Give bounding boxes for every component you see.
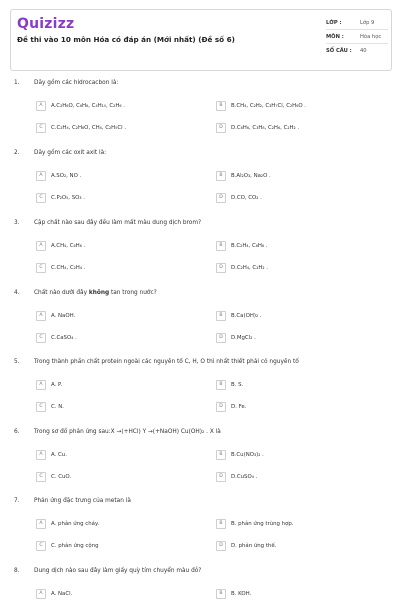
option-letter: B — [216, 519, 226, 529]
option-text: B. KOH. — [231, 590, 252, 597]
question-number: 8. — [14, 568, 20, 574]
option-letter: C — [36, 123, 46, 133]
option-letter: A — [36, 241, 46, 251]
option-text: D. phản ứng thế. — [231, 542, 277, 549]
option-letter: A — [36, 519, 46, 529]
option-letter: A — [36, 450, 46, 460]
option-letter: B — [216, 311, 226, 321]
option-a[interactable] — [36, 518, 99, 529]
option-text: A. NaOH. — [51, 312, 76, 319]
question-text: Cặp chất nào sau đây đều làm mất màu dung dịch brom? — [34, 220, 202, 226]
option-text: D.MgCl₂ . — [231, 334, 256, 341]
option-text: B.Al₂O₃, Na₂O . — [231, 172, 271, 179]
option-letter: B — [216, 589, 226, 599]
option-text: B. S. — [231, 381, 244, 388]
option-d[interactable] — [216, 262, 268, 273]
option-text: B.Cu(NO₃)₂ . — [231, 451, 264, 458]
option-text: A. Cu. — [51, 451, 67, 458]
meta-label: LỚP : — [326, 19, 342, 26]
option-a[interactable] — [36, 588, 72, 599]
option-c[interactable] — [36, 262, 85, 273]
question-number: 2. — [14, 150, 20, 156]
option-letter: C — [36, 193, 46, 203]
option-text: B.C₂H₄, C₆H₆ . — [231, 242, 268, 249]
option-text: B. phản ứng trùng hợp. — [231, 520, 294, 527]
option-c[interactable] — [36, 192, 85, 203]
question-text-emphasis: không — [88, 290, 110, 296]
option-c[interactable] — [36, 122, 126, 133]
question-text: Dung dịch nào sau đây làm giấy quỳ tím chuyển màu đỏ? — [34, 568, 202, 574]
meta-label: SỐ CÂU : — [326, 47, 352, 54]
question-text — [34, 290, 157, 296]
option-text: A. phản ứng cháy. — [51, 520, 100, 527]
option-text: B.CH₄, C₂H₂, C₃H₇Cl, C₂H₆O . — [231, 102, 307, 109]
question-number: 7. — [14, 498, 20, 504]
option-d[interactable] — [216, 192, 262, 203]
option-text: D.CuSO₄ . — [231, 473, 258, 480]
option-text: C. phản ứng cộng — [51, 542, 99, 549]
option-letter: B — [216, 241, 226, 251]
option-c[interactable] — [36, 471, 71, 482]
option-text: D.C₂H₄, C₂H₂ . — [231, 264, 268, 271]
meta-row-class — [326, 16, 388, 30]
option-letter: D — [216, 333, 226, 343]
option-b[interactable] — [216, 588, 251, 599]
option-letter: D — [216, 472, 226, 482]
meta-value: 40 — [360, 47, 367, 54]
option-b[interactable] — [216, 170, 271, 181]
question-number: 6. — [14, 429, 20, 435]
option-d[interactable] — [216, 540, 276, 551]
option-b[interactable] — [216, 100, 306, 111]
question-text: Trong sơ đồ phản ứng sau:X →(+HCl) Y →(+NaOH) Cu(OH)₂ . X là — [34, 429, 221, 435]
option-c[interactable] — [36, 540, 99, 551]
option-letter: A — [36, 311, 46, 321]
option-b[interactable] — [216, 518, 294, 529]
option-letter: D — [216, 402, 226, 412]
question-text-pre: Chất nào dưới đây — [34, 290, 89, 296]
option-d[interactable] — [216, 122, 299, 133]
question-text: Dãy gồm các oxit axit là: — [34, 150, 107, 156]
option-c[interactable] — [36, 332, 77, 343]
option-d[interactable] — [216, 401, 246, 412]
option-text: C. N. — [51, 403, 64, 410]
option-a[interactable] — [36, 449, 67, 460]
option-text: D.C₆H₆, C₃H₈, C₂H₆, C₂H₂ . — [231, 124, 300, 131]
meta-row-subject — [326, 30, 388, 44]
option-text: B.Ca(OH)₂ . — [231, 312, 262, 319]
question-text: Trong thành phần chất protein ngoài các nguyên tố C, H, O thì nhất thiết phải có nguyên tố — [34, 359, 299, 365]
option-letter: B — [216, 101, 226, 111]
worksheet-meta — [326, 16, 388, 57]
option-letter: C — [36, 541, 46, 551]
option-text: A. P. — [51, 381, 63, 388]
question-number: 5. — [14, 359, 20, 365]
option-text: A.CH₄, C₆H₆ . — [51, 242, 86, 249]
meta-value: Hóa học — [360, 33, 382, 40]
option-text: C.CaSO₄ . — [51, 334, 77, 341]
option-d[interactable] — [216, 471, 257, 482]
quizizz-logo: Quizizz — [17, 16, 75, 32]
option-b[interactable] — [216, 310, 262, 321]
option-b[interactable] — [216, 240, 268, 251]
option-b[interactable] — [216, 449, 264, 460]
question-text: Phản ứng đặc trưng của metan là — [34, 498, 131, 504]
worksheet-title: Đề thi vào 10 môn Hóa có đáp án (Mới nhất) (Đề số 6) — [17, 35, 235, 44]
option-letter: C — [36, 263, 46, 273]
option-text: A.C₂H₆O, C₆H₆, C₄H₁₀, C₂H₆ . — [51, 102, 125, 109]
meta-value: Lớp 9 — [360, 19, 375, 26]
option-a[interactable] — [36, 170, 81, 181]
meta-row-count — [326, 44, 388, 57]
option-letter: A — [36, 589, 46, 599]
option-c[interactable] — [36, 401, 64, 412]
option-a[interactable] — [36, 240, 85, 251]
option-letter: D — [216, 263, 226, 273]
question-number: 3. — [14, 220, 20, 226]
option-text: C.C₂H₄, C₂H₆O, CH₄, C₂H₅Cl . — [51, 124, 127, 131]
option-letter: A — [36, 101, 46, 111]
meta-label: MÔN : — [326, 33, 344, 40]
option-letter: B — [216, 380, 226, 390]
option-text: A. NaCl. — [51, 590, 73, 597]
question-number: 1. — [14, 80, 20, 86]
option-letter: B — [216, 171, 226, 181]
option-d[interactable] — [216, 332, 256, 343]
worksheet-header — [10, 9, 392, 71]
option-a[interactable] — [36, 310, 75, 321]
option-text: C.P₂O₅, SO₃ . — [51, 194, 85, 201]
option-letter: C — [36, 472, 46, 482]
question-text: Dãy gồm các hidrocacbon là: — [34, 80, 119, 86]
option-text: C. CuO. — [51, 473, 72, 480]
option-text: C.CH₄, C₂H₄ . — [51, 264, 86, 271]
option-letter: D — [216, 541, 226, 551]
option-letter: C — [36, 402, 46, 412]
option-a[interactable] — [36, 100, 125, 111]
option-text: D.CO, CO₂ . — [231, 194, 262, 201]
option-letter: D — [216, 123, 226, 133]
option-text: A.SO₂, NO . — [51, 172, 82, 179]
question-number: 4. — [14, 290, 20, 296]
option-a[interactable] — [36, 379, 62, 390]
option-text: D. Fe. — [231, 403, 247, 410]
option-letter: C — [36, 333, 46, 343]
question-text-post: tan trong nước? — [109, 290, 157, 296]
option-letter: B — [216, 450, 226, 460]
option-b[interactable] — [216, 379, 243, 390]
option-letter: A — [36, 171, 46, 181]
option-letter: D — [216, 193, 226, 203]
option-letter: A — [36, 380, 46, 390]
